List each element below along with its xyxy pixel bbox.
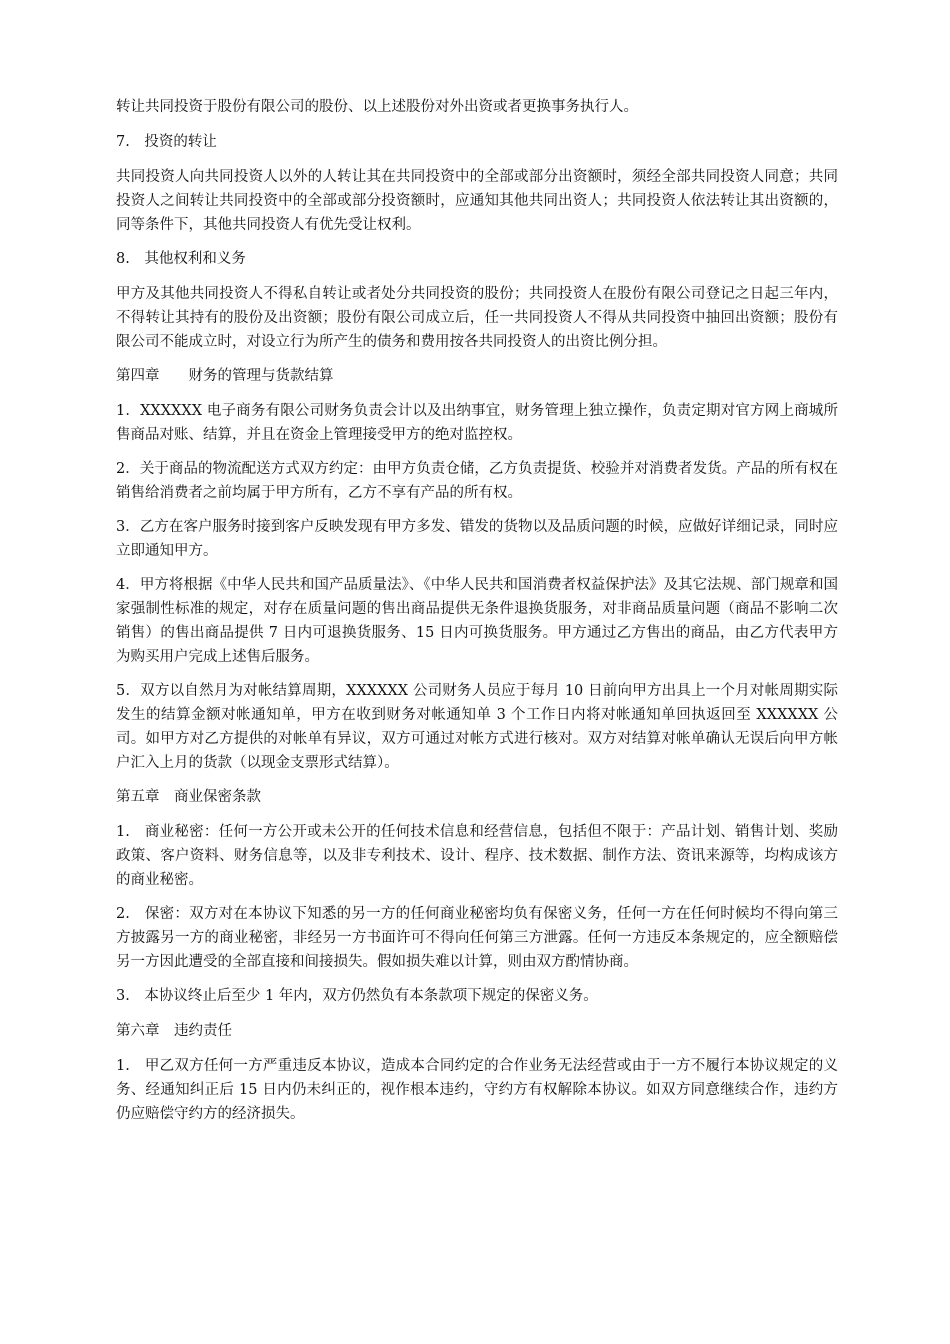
paragraph: 5．双方以自然月为对帐结算周期，XXXXXX 公司财务人员应于每月 10 日前向甲方出具上一个月对帐周期实际发生的结算金额对帐通知单，甲方在收到财务对帐通知单 3 个工作日内将对帐通知单回执返回至 XXXXXX 公司。如甲方对乙方提供的对帐单有异议，双方可通过对帐方式进行核对。双方对结算对帐单确认无误后向甲方帐户汇入上月的货款（以现金支票形式结算）。 [116, 683, 838, 771]
paragraph: 1．XXXXXX 电子商务有限公司财务负责会计以及出纳事宜，财务管理上独立操作，负责定期对官方网上商城所售商品对账、结算，并且在资金上管理接受甲方的绝对监控权。 [116, 403, 838, 443]
section-heading: 7. 投资的转让 [116, 134, 217, 150]
paragraph: 转让共同投资于股份有限公司的股份、以上述股份对外出资或者更换事务执行人。 [116, 99, 638, 115]
paragraph: 4．甲方将根据《中华人民共和国产品质量法》、《中华人民共和国消费者权益保护法》及其它法规、部门规章和国家强制性标准的规定，对存在质量问题的售出商品提供无条件退换货服务，对非商品质量问题（商品不影响二次销售）的售出商品提供 7 日内可退换货服务、15 日内可换货服务。甲方通过乙方售出的商品，由乙方代表甲方为购买用户完成上述售后服务。 [116, 577, 838, 665]
paragraph: 甲方及其他共同投资人不得私自转让或者处分共同投资的股份；共同投资人在股份有限公司登记之日起三年内，不得转让其持有的股份及出资额；股份有限公司成立后，任一共同投资人不得从共同投资中抽回出资额；股份有限公司不能成立时，对设立行为所产生的债务和费用按各共同投资人的出资比例分担。 [116, 286, 838, 350]
paragraph: 1. 商业秘密：任何一方公开或未公开的任何技术信息和经营信息，包括但不限于：产品计划、销售计划、奖励政策、客户资料、财务信息等，以及非专利技术、设计、程序、技术数据、制作方法、资讯来源等，均构成该方的商业秘密。 [116, 824, 838, 888]
paragraph: 3. 本协议终止后至少 1 年内，双方仍然负有本条款项下规定的保密义务。 [116, 988, 598, 1004]
paragraph: 1. 甲乙双方任何一方严重违反本协议，造成本合同约定的合作业务无法经营或由于一方不履行本协议规定的义务、经通知纠正后 15 日内仍未纠正的，视作根本违约，守约方有权解除本协议。如双方同意继续合作，违约方仍应赔偿守约方的经济损失。 [116, 1058, 838, 1122]
chapter-heading: 第五章 商业保密条款 [116, 789, 261, 805]
chapter-heading: 第四章 财务的管理与货款结算 [116, 368, 334, 384]
paragraph: 2．关于商品的物流配送方式双方约定：由甲方负责仓储，乙方负责提货、校验并对消费者发货。产品的所有权在销售给消费者之前均属于甲方所有，乙方不享有产品的所有权。 [116, 461, 838, 501]
section-heading: 8. 其他权利和义务 [116, 251, 246, 267]
document-page [116, 95, 838, 1136]
paragraph: 共同投资人向共同投资人以外的人转让其在共同投资中的全部或部分出资额时，须经全部共同投资人同意；共同投资人之间转让共同投资中的全部或部分投资额时，应通知其他共同出资人；共同投资人依法转让其出资额的，同等条件下，其他共同投资人有优先受让权利。 [116, 169, 838, 233]
paragraph: 3．乙方在客户服务时接到客户反映发现有甲方多发、错发的货物以及品质问题的时候，应做好详细记录，同时应立即通知甲方。 [116, 519, 838, 559]
chapter-heading: 第六章 违约责任 [116, 1023, 232, 1039]
paragraph: 2. 保密：双方对在本协议下知悉的另一方的任何商业秘密均负有保密义务，任何一方在任何时候均不得向第三方披露另一方的商业秘密，非经另一方书面许可不得向任何第三方泄露。任何一方违反本条规定的，应全额赔偿另一方因此遭受的全部直接和间接损失。假如损失难以计算，则由双方酌情协商。 [116, 906, 838, 970]
